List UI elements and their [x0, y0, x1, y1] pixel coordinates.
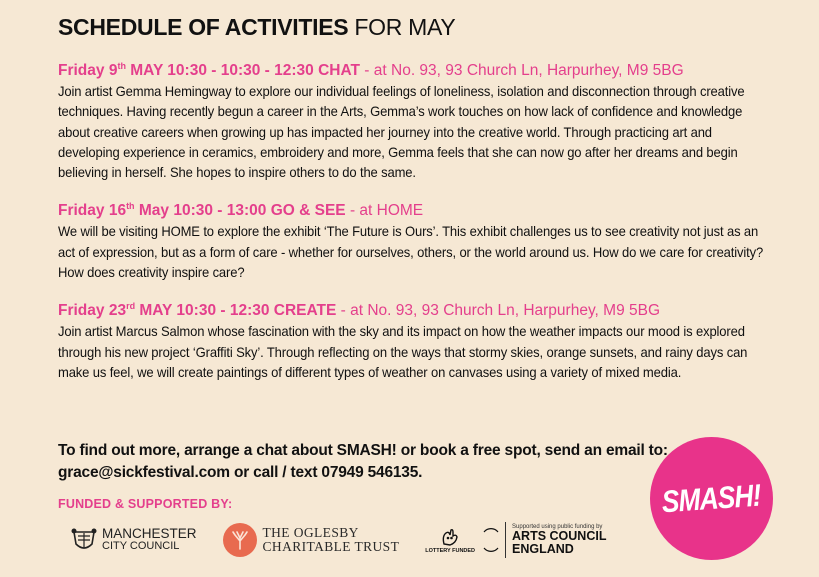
- event-time: MAY 10:30 - 10:30 - 12:30 CHAT: [125, 62, 360, 79]
- oglesby-line1: THE OGLESBY: [262, 525, 359, 540]
- manchester-line1: MANCHESTER: [102, 526, 197, 541]
- event-day: Friday 9: [58, 62, 118, 79]
- event-ordinal: rd: [126, 301, 136, 312]
- arts-council-logo: [425, 522, 606, 558]
- page-title: [58, 12, 778, 42]
- event-time: MAY 10:30 - 12:30 CREATE: [135, 302, 337, 320]
- title-light: FOR MAY: [348, 14, 456, 40]
- smash-logo: [650, 437, 773, 560]
- event-time: May 10:30 - 13:00 GO & SEE: [134, 202, 346, 220]
- funder-logos: [70, 518, 632, 562]
- oglesby-trust-logo: [223, 523, 400, 557]
- contact-call-to-action: To find out more, arrange a chat about SMASH! or book a free spot, send an email to: grace@sickfestival.com or call / text 07949 546135.: [58, 442, 668, 481]
- event-ordinal: th: [126, 201, 135, 212]
- manchester-city-council-logo: [70, 526, 197, 554]
- event-location: - at No. 93, 93 Church Ln, Harpurhey, M9 5BG: [336, 302, 661, 320]
- logo-divider: [505, 522, 506, 558]
- manchester-line2: CITY COUNCIL: [102, 540, 180, 552]
- tree-icon: [223, 523, 257, 557]
- event-block: [58, 300, 778, 382]
- event-heading: [58, 300, 778, 321]
- schedule-page: [58, 12, 778, 382]
- ace-supported-text: Supported using public funding by: [512, 524, 603, 530]
- lottery-hand-icon: [438, 526, 462, 548]
- event-description: We will be visiting HOME to explore the exhibit ‘The Future is Ours’. This exhibit challenges us to see creativity not just as an act of expression, but as a form of care - whether for ourselves, others, or the world around us. How do we care for creativity? How does creativity inspire care?: [58, 223, 764, 281]
- event-location: - at HOME: [345, 202, 424, 220]
- event-ordinal: th: [117, 60, 126, 71]
- crest-icon: [70, 526, 98, 554]
- ace-line2: ENGLAND: [512, 542, 574, 556]
- event-description: Join artist Gemma Hemingway to explore our individual feelings of loneliness, isolation and disconnection through creative techniques. Having recently begun a career in the Arts, Gemma’s work touches on how lack of confidence and knowledge about creative careers when growing up has impacted her journey into the creative world. Through practicing art and developing experience in ceramics, embroidery and more, Gemma feels that she can now go after her dreams and begin believing in herself. She hopes to inspire others to do the same.: [58, 83, 745, 181]
- event-location: - at No. 93, 93 Church Ln, Harpurhey, M9 5BG: [360, 62, 684, 79]
- event-day: Friday 16: [58, 202, 127, 220]
- funded-label: FUNDED & SUPPORTED BY:: [58, 497, 233, 511]
- lottery-funded-badge: [425, 526, 475, 554]
- event-block: [58, 60, 778, 182]
- lottery-label: LOTTERY FUNDED: [425, 548, 476, 554]
- title-bold: SCHEDULE OF ACTIVITIES: [58, 14, 349, 40]
- event-block: [58, 200, 778, 282]
- event-day: Friday 23: [58, 302, 127, 320]
- oglesby-line2: CHARITABLE TRUST: [262, 539, 400, 554]
- ace-seal-icon: [481, 526, 501, 554]
- ace-line1: ARTS COUNCIL: [512, 529, 607, 543]
- event-heading: [58, 60, 778, 81]
- smash-logo-text: SMASH!: [660, 477, 762, 519]
- event-heading: [58, 200, 778, 221]
- event-description: Join artist Marcus Salmon whose fascination with the sky and its impact on how the weather impacts our mood is explored through his new project ‘Graffiti Sky’. Through reflecting on the ways that stormy skies, orange sunsets, and rainy days can make us feel, we will create paintings of different types of weather on canvases using a variety of mixed media.: [58, 323, 748, 380]
